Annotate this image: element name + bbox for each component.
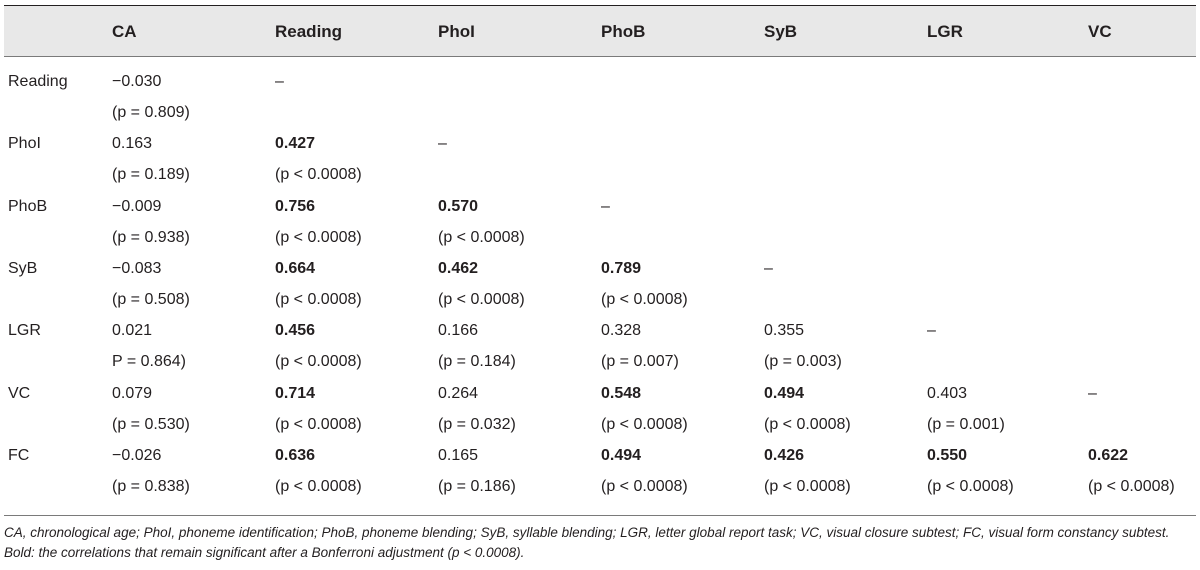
correlation-value: – bbox=[927, 322, 936, 339]
p-value: (p = 0.184) bbox=[438, 353, 516, 370]
correlation-value: 0.789 bbox=[601, 260, 642, 277]
table-bottom-rule bbox=[4, 515, 1196, 516]
correlation-value: −0.026 bbox=[112, 447, 162, 464]
row-label-fc: FC bbox=[8, 447, 30, 464]
correlation-value: 0.456 bbox=[275, 322, 316, 339]
p-value: (p < 0.0008) bbox=[927, 478, 1014, 495]
correlation-value: 0.264 bbox=[438, 385, 479, 402]
p-value: (p < 0.0008) bbox=[764, 416, 851, 433]
correlation-value: 0.494 bbox=[601, 447, 642, 464]
row-label-phob: PhoB bbox=[8, 198, 48, 215]
correlation-value: 0.328 bbox=[601, 322, 642, 339]
p-value: (p = 0.938) bbox=[112, 229, 190, 246]
p-value: (p < 0.0008) bbox=[764, 478, 851, 495]
row-label-syb: SyB bbox=[8, 260, 38, 277]
column-header-ca: CA bbox=[112, 22, 137, 41]
p-value: (p < 0.0008) bbox=[275, 166, 362, 183]
correlation-value: 0.355 bbox=[764, 322, 805, 339]
p-value: (p < 0.0008) bbox=[1088, 478, 1175, 495]
correlation-value: 0.165 bbox=[438, 447, 479, 464]
correlation-value: – bbox=[1088, 385, 1097, 402]
correlation-value: – bbox=[438, 135, 447, 152]
p-value: (p < 0.0008) bbox=[601, 478, 688, 495]
correlation-value: 0.427 bbox=[275, 135, 316, 152]
row-label-reading: Reading bbox=[8, 73, 68, 90]
p-value: (p = 0.186) bbox=[438, 478, 516, 495]
correlation-value: −0.009 bbox=[112, 198, 162, 215]
correlation-value: −0.083 bbox=[112, 260, 162, 277]
correlation-value: 0.548 bbox=[601, 385, 642, 402]
correlation-value: 0.021 bbox=[112, 322, 153, 339]
p-value: (p < 0.0008) bbox=[275, 291, 362, 308]
p-value: (p = 0.838) bbox=[112, 478, 190, 495]
correlation-value: 0.570 bbox=[438, 198, 479, 215]
correlation-value: 0.494 bbox=[764, 385, 805, 402]
p-value: (p = 0.003) bbox=[764, 353, 842, 370]
table-header bbox=[4, 5, 1196, 57]
p-value: P = 0.864) bbox=[112, 353, 186, 370]
column-header-lgr: LGR bbox=[927, 22, 963, 41]
p-value: (p = 0.032) bbox=[438, 416, 516, 433]
column-header-syb: SyB bbox=[764, 22, 798, 41]
column-header-reading: Reading bbox=[275, 22, 343, 41]
p-value: (p = 0.809) bbox=[112, 104, 190, 121]
p-value: (p < 0.0008) bbox=[438, 229, 525, 246]
correlation-value: 0.756 bbox=[275, 198, 316, 215]
column-header-vc: VC bbox=[1088, 22, 1112, 41]
p-value: (p < 0.0008) bbox=[275, 353, 362, 370]
correlation-value: −0.030 bbox=[112, 73, 162, 90]
correlation-value: 0.664 bbox=[275, 260, 316, 277]
p-value: (p < 0.0008) bbox=[275, 416, 362, 433]
p-value: (p = 0.530) bbox=[112, 416, 190, 433]
p-value: (p < 0.0008) bbox=[275, 478, 362, 495]
p-value: (p = 0.508) bbox=[112, 291, 190, 308]
column-header-phoi: PhoI bbox=[438, 22, 475, 41]
p-value: (p = 0.001) bbox=[927, 416, 1005, 433]
p-value: (p < 0.0008) bbox=[601, 416, 688, 433]
p-value: (p = 0.189) bbox=[112, 166, 190, 183]
table-footnote: CA, chronological age; PhoI, phoneme identification; PhoB, phoneme blending; SyB, syllable blending; LGR, letter global report task; VC, visual closure subtest; FC, visual form constancy subtest. Bold: the correlations that remain significant after a Bonferroni adjustment (p < 0.0008). bbox=[4, 525, 1170, 560]
p-value: (p < 0.0008) bbox=[601, 291, 688, 308]
correlation-value: 0.622 bbox=[1088, 447, 1129, 464]
row-label-lgr: LGR bbox=[8, 322, 41, 339]
correlation-value: 0.079 bbox=[112, 385, 153, 402]
correlation-value: 0.550 bbox=[927, 447, 968, 464]
p-value: (p < 0.0008) bbox=[438, 291, 525, 308]
correlation-value: 0.636 bbox=[275, 447, 316, 464]
p-value: (p < 0.0008) bbox=[275, 229, 362, 246]
correlation-value: 0.166 bbox=[438, 322, 479, 339]
correlation-value: 0.163 bbox=[112, 135, 153, 152]
correlation-value: – bbox=[275, 73, 284, 90]
p-value: (p = 0.007) bbox=[601, 353, 679, 370]
correlation-value: – bbox=[601, 198, 610, 215]
correlation-value: 0.714 bbox=[275, 385, 316, 402]
correlation-value: – bbox=[764, 260, 773, 277]
row-label-vc: VC bbox=[8, 385, 31, 402]
correlation-value: 0.462 bbox=[438, 260, 479, 277]
column-header-phob: PhoB bbox=[601, 22, 646, 41]
row-label-phoi: PhoI bbox=[8, 135, 41, 152]
correlation-value: 0.426 bbox=[764, 447, 805, 464]
correlation-value: 0.403 bbox=[927, 385, 968, 402]
